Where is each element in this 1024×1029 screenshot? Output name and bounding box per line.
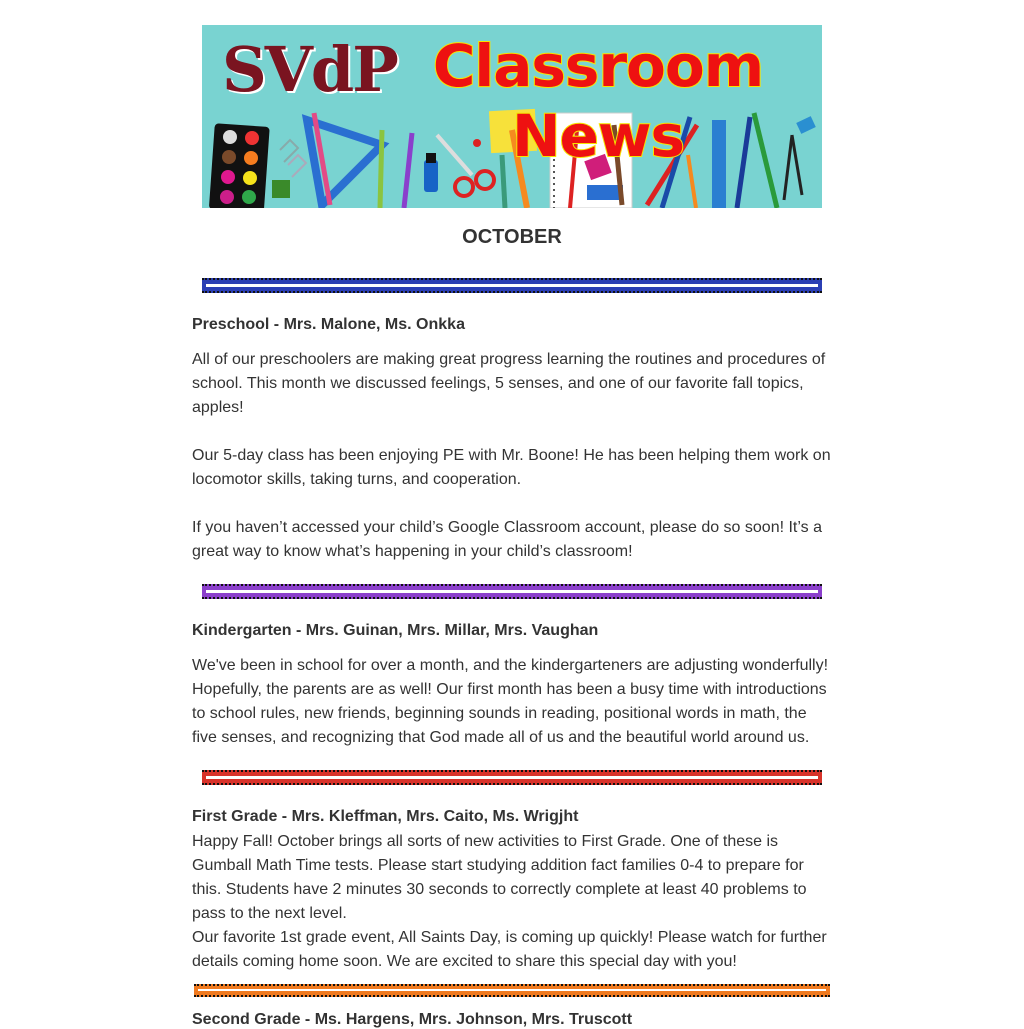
preschool-paragraph-2: Our 5-day class has been enjoying PE with Mr. Boone! He has been helping them work on locomotor skills, taking turns, and cooperation. <box>192 447 831 488</box>
newsletter-banner <box>202 25 822 208</box>
first-grade-paragraph-2: Our favorite 1st grade event, All Saints Day, is coming up quickly! Please watch for further details coming home soon. We are excited to share this special day with you! <box>192 929 827 970</box>
kindergarten-paragraph-1: We've been in school for over a month, and the kindergarteners are adjusting wonderfully! Hopefully, the parents are as well! Our first month has been a busy time with introductions to school rules, new friends, beginning sounds in reading, positional words in math, the five senses, and recognizing that God made all of us and the beautiful world around us. <box>192 657 829 746</box>
preschool-paragraph-1: All of our preschoolers are making great progress learning the routines and procedures of school. This month we discussed feelings, 5 senses, and one of our favorite fall topics, apples! <box>192 351 826 416</box>
preschool-paragraph-3: If you haven’t accessed your child’s Google Classroom account, please do so soon! It’s a great way to know what’s happening in your child’s classroom! <box>192 519 822 560</box>
section-title-preschool: Preschool - Mrs. Malone, Ms. Onkka <box>192 316 465 333</box>
month-heading: OCTOBER <box>462 226 562 248</box>
first-grade-paragraph-1: Happy Fall! October brings all sorts of new activities to First Grade. One of these is Gumball Math Time tests. Please start studying addition fact families 0-4 to prepare for this. Students have 2 minutes 30 seconds to correctly complete at least 40 problems to pass to the next level. <box>192 833 807 922</box>
section-divider <box>194 984 830 997</box>
section-title-kindergarten: Kindergarten - Mrs. Guinan, Mrs. Millar, Mrs. Vaughan <box>192 622 599 639</box>
svdp-logo: SVdP <box>222 33 397 106</box>
section-title-first-grade: First Grade - Mrs. Kleffman, Mrs. Caito, Ms. Wrigjht <box>192 808 579 825</box>
banner-title: Classroom News <box>432 32 764 170</box>
section-divider <box>202 584 822 599</box>
section-divider <box>202 278 822 293</box>
section-divider <box>202 770 822 785</box>
section-title-second-grade: Second Grade - Ms. Hargens, Mrs. Johnson, Mrs. Truscott <box>192 1011 633 1028</box>
